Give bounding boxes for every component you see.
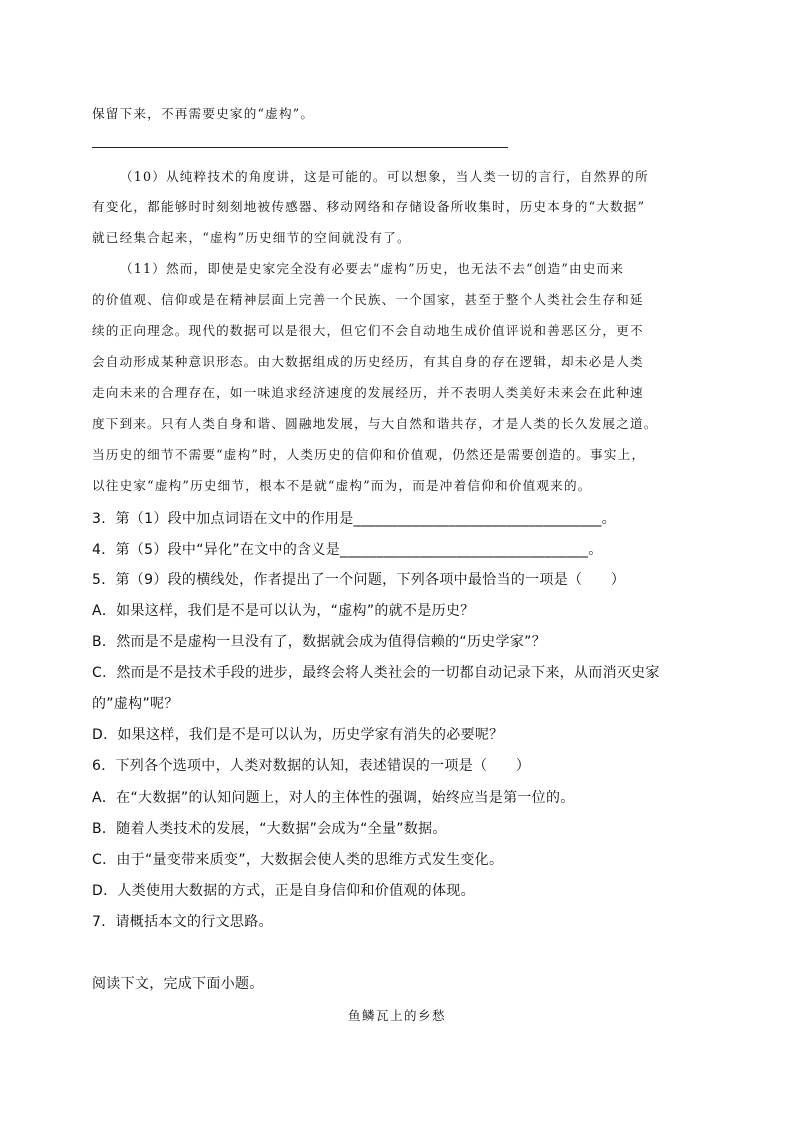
paragraph-11-line-6: 度下到来。只有人类自身和谐、圆融地发展，与大自然和谐共存，才是人类的长久发展之道。	[92, 416, 658, 431]
question-7: 7．请概括本文的行文思路。	[92, 914, 273, 930]
paragraph-10-line-3: 就已经集合起来，“虚构”历史细节的空间就没有了。	[92, 230, 411, 245]
paragraph-11-line-8: 以往史家“虚构”历史细节，根本不是就“虚构”而为，而是冲着信仰和价值观来的。	[92, 478, 592, 493]
reading-instruction: 阅读下文，完成下面小题。	[92, 976, 264, 992]
paragraph-10-line-2: 有变化，都能够时时刻刻地被传感器、移动网络和存储设备所收集时，历史本身的“大数据”	[92, 199, 646, 214]
paragraph-11-line-4: 会自动形成某种意识形态。由大数据组成的历史经历，有其自身的存在逻辑，却未必是人类	[92, 354, 644, 369]
paragraph-11-line-3: 续的正向理念。现代的数据可以是很大，但它们不会自动地生成价值评说和善恶区分，更不	[92, 323, 644, 338]
section-divider	[92, 147, 508, 148]
question-5-option-d: D．如果这样，我们是不是可以认为，历史学家有消失的必要呢？	[92, 727, 504, 743]
question-6-option-b: B．随着人类技术的发展，“大数据”会成为“全量”数据。	[92, 821, 447, 837]
question-5-stem: 5．第（9）段的横线处，作者提出了一个问题，下列各项中最恰当的一项是（ ）	[92, 572, 626, 588]
paragraph-10-line-1: （10）从纯粹技术的角度讲，这是可能的。可以想象，当人类一切的言行，自然界的所	[120, 169, 649, 184]
question-6-option-c: C．由于“量变带来质变”，大数据会使人类的思维方式发生变化。	[92, 852, 504, 868]
paragraph-11-line-7: 当历史的细节不需要“虚构”时，人类历史的信仰和价值观，仍然还是需要创造的。事实上，	[92, 447, 646, 462]
question-5-option-b: B．然而是不是虚构一旦没有了，数据就会成为值得信赖的“历史学家”？	[92, 634, 547, 650]
question-6-stem: 6．下列各个选项中，人类对数据的认知，表述错误的一项是（ ）	[92, 758, 531, 774]
paragraph-11-line-2: 的价值观、信仰或是在精神层面上完善一个民族、一个国家，甚至于整个人类社会生存和延	[92, 292, 644, 307]
question-3: 3．第（1）段中加点词语在文中的作用是__________________________________。	[92, 511, 617, 527]
question-6-option-d: D．人类使用大数据的方式，正是自身信仰和价值观的体现。	[92, 883, 475, 899]
question-5-option-a: A．如果这样，我们是不是可以认为，“虚构”的就不是历史？	[92, 603, 475, 619]
question-5-option-c: C．然而是不是技术手段的进步，最终会将人类社会的一切都自动记录下来，从而消灭史家	[92, 665, 660, 681]
passage-continued-line: 保留下来，不再需要史家的“虚构”。	[92, 106, 315, 121]
paragraph-11-line-5: 走向未来的合理存在，如一味追求经济速度的发展经历，并不表明人类美好未来会在此种速	[92, 385, 644, 400]
question-6-option-a: A．在“大数据”的认知问题上，对人的主体性的强调，始终应当是第一位的。	[92, 790, 575, 806]
question-5-option-c-cont: 的”虚构”呢？	[92, 696, 179, 712]
paragraph-11-line-1: （11）然而，即使是史家完全没有必要去“虚构”历史，也无法不去“创造”由史而来	[120, 261, 625, 276]
question-4: 4．第（5）段中“异化”在文中的含义是__________________________________。	[92, 542, 603, 558]
passage-title: 鱼鳞瓦上的乡愁	[347, 1008, 446, 1023]
